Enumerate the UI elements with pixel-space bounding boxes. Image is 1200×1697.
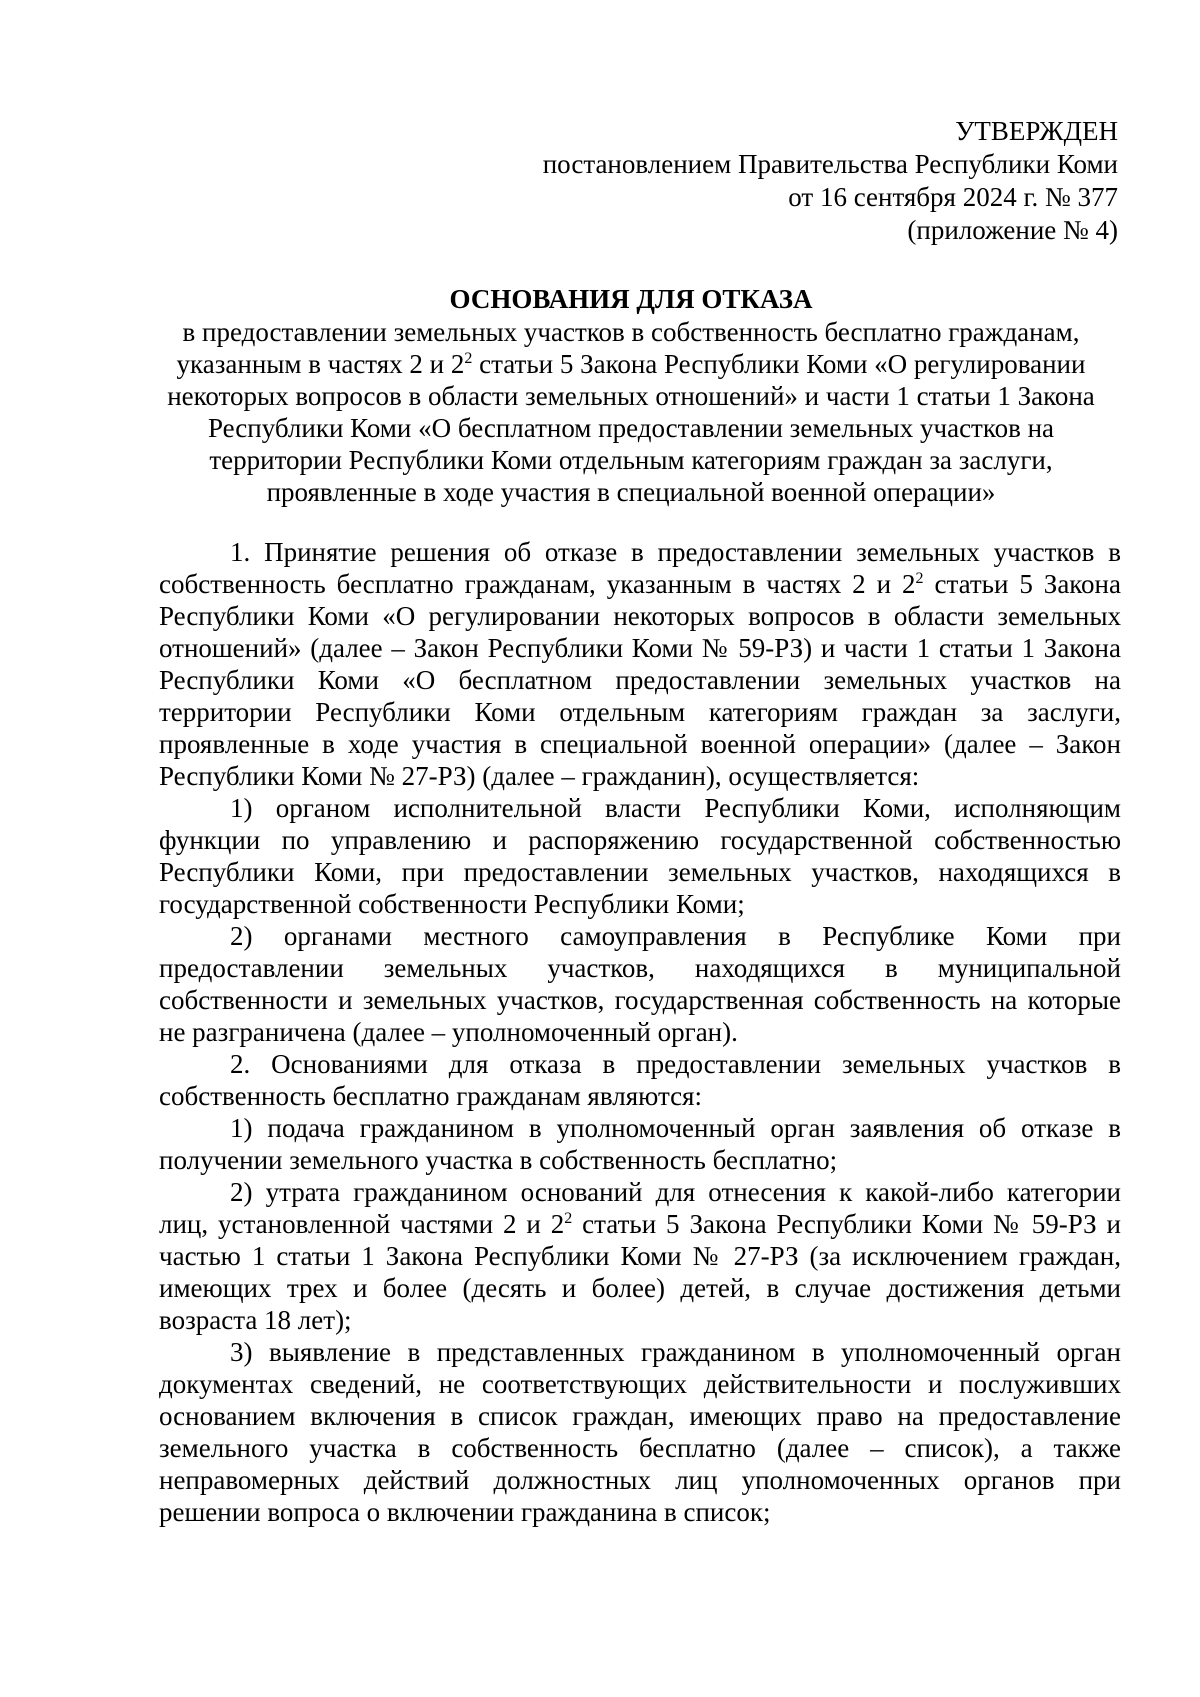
approval-decree: постановлением Правительства Республики Коми (542, 149, 1118, 179)
paragraph-2-item-2-superscript: 2 (564, 1210, 573, 1227)
approval-block (543, 115, 1118, 247)
approval-heading: УТВЕРЖДЕН (955, 116, 1118, 146)
paragraph-2-item-2-end: статьи 5 Закона Республики Коми № 59-РЗ и частью 1 статьи 1 Закона Республики Коми № 27-РЗ (за исключением граждан, имеющих трех и более (десять и более) детей, в случае достижения детьми возраста 18 лет); (159, 1209, 1122, 1335)
paragraph-2-item-2-start: 2) утрата гражданином оснований для отнесения к какой-либо категории лиц, установленной частями 2 и 2 (159, 1177, 1121, 1239)
document-subtitle (150, 316, 1112, 508)
subtitle-text-start: в предоставлении земельных участков в собственность бесплатно гражданам, указанным в частях 2 и 2 (176, 317, 1080, 379)
subtitle-text-end: статьи 5 Закона Республики Коми «О регулировании некоторых вопросов в области земельных отношений» и части 1 статьи 1 Закона Республики Коми «О бесплатном предоставлении земельных участков на территории Республики Коми отдельным категориям граждан за заслуги, проявленные в ходе участия в специальной военной операции» (167, 349, 1095, 507)
paragraph-2: 2. Основаниями для отказа в предоставлении земельных участков в собственность бесплатно гражданам являются: (159, 1049, 1121, 1111)
paragraph-1 (159, 536, 1121, 792)
subtitle-superscript: 2 (464, 350, 473, 367)
document-title: ОСНОВАНИЯ ДЛЯ ОТКАЗА (449, 284, 813, 314)
paragraph-2-item-2 (159, 1176, 1121, 1336)
paragraph-1-start: 1. Принятие решения об отказе в предоставлении земельных участков в собственность бесплатно гражданам, указанным в частях 2 и 2 (159, 537, 1121, 599)
document-body (159, 536, 1121, 1528)
paragraph-1-superscript: 2 (915, 570, 924, 587)
paragraph-2-item-3: 3) выявление в представленных гражданином в уполномоченный орган документах сведений, не соответствующих действительности и послуживших основанием включения в список граждан, имеющих право на предоставление земельного участка в собственность бесплатно (далее – список), а также неправомерных действий должностных лиц уполномоченных органов при решении вопроса о включении гражданина в список; (159, 1337, 1121, 1527)
paragraph-1-end: статьи 5 Закона Республики Коми «О регулировании некоторых вопросов в области земельных отношений» (далее – Закон Республики Коми № 59-РЗ) и части 1 статьи 1 Закона Республики Коми «О бесплатном предоставлении земельных участков на территории Республики Коми отдельным категориям граждан за заслуги, проявленные в ходе участия в специальной военной операции» (далее – Закон Республики Коми № 27-РЗ) (далее – гражданин), осуществляется: (159, 569, 1121, 791)
paragraph-1-item-1: 1) органом исполнительной власти Республики Коми, исполняющим функции по управлению и распоряжению государственной собственностью Республики Коми, при предоставлении земельных участков, находящихся в государственной собственности Республики Коми; (159, 793, 1121, 919)
paragraph-2-item-1: 1) подача гражданином в уполномоченный орган заявления об отказе в получении земельного участка в собственность бесплатно; (159, 1113, 1121, 1175)
paragraph-1-item-2: 2) органами местного самоуправления в Республике Коми при предоставлении земельных участков, находящихся в муниципальной собственности и земельных участков, государственная собственность на которые не разграничена (далее – уполномоченный орган). (159, 921, 1121, 1047)
approval-date-number: от 16 сентября 2024 г. № 377 (788, 182, 1118, 212)
approval-annex: (приложение № 4) (907, 215, 1118, 245)
